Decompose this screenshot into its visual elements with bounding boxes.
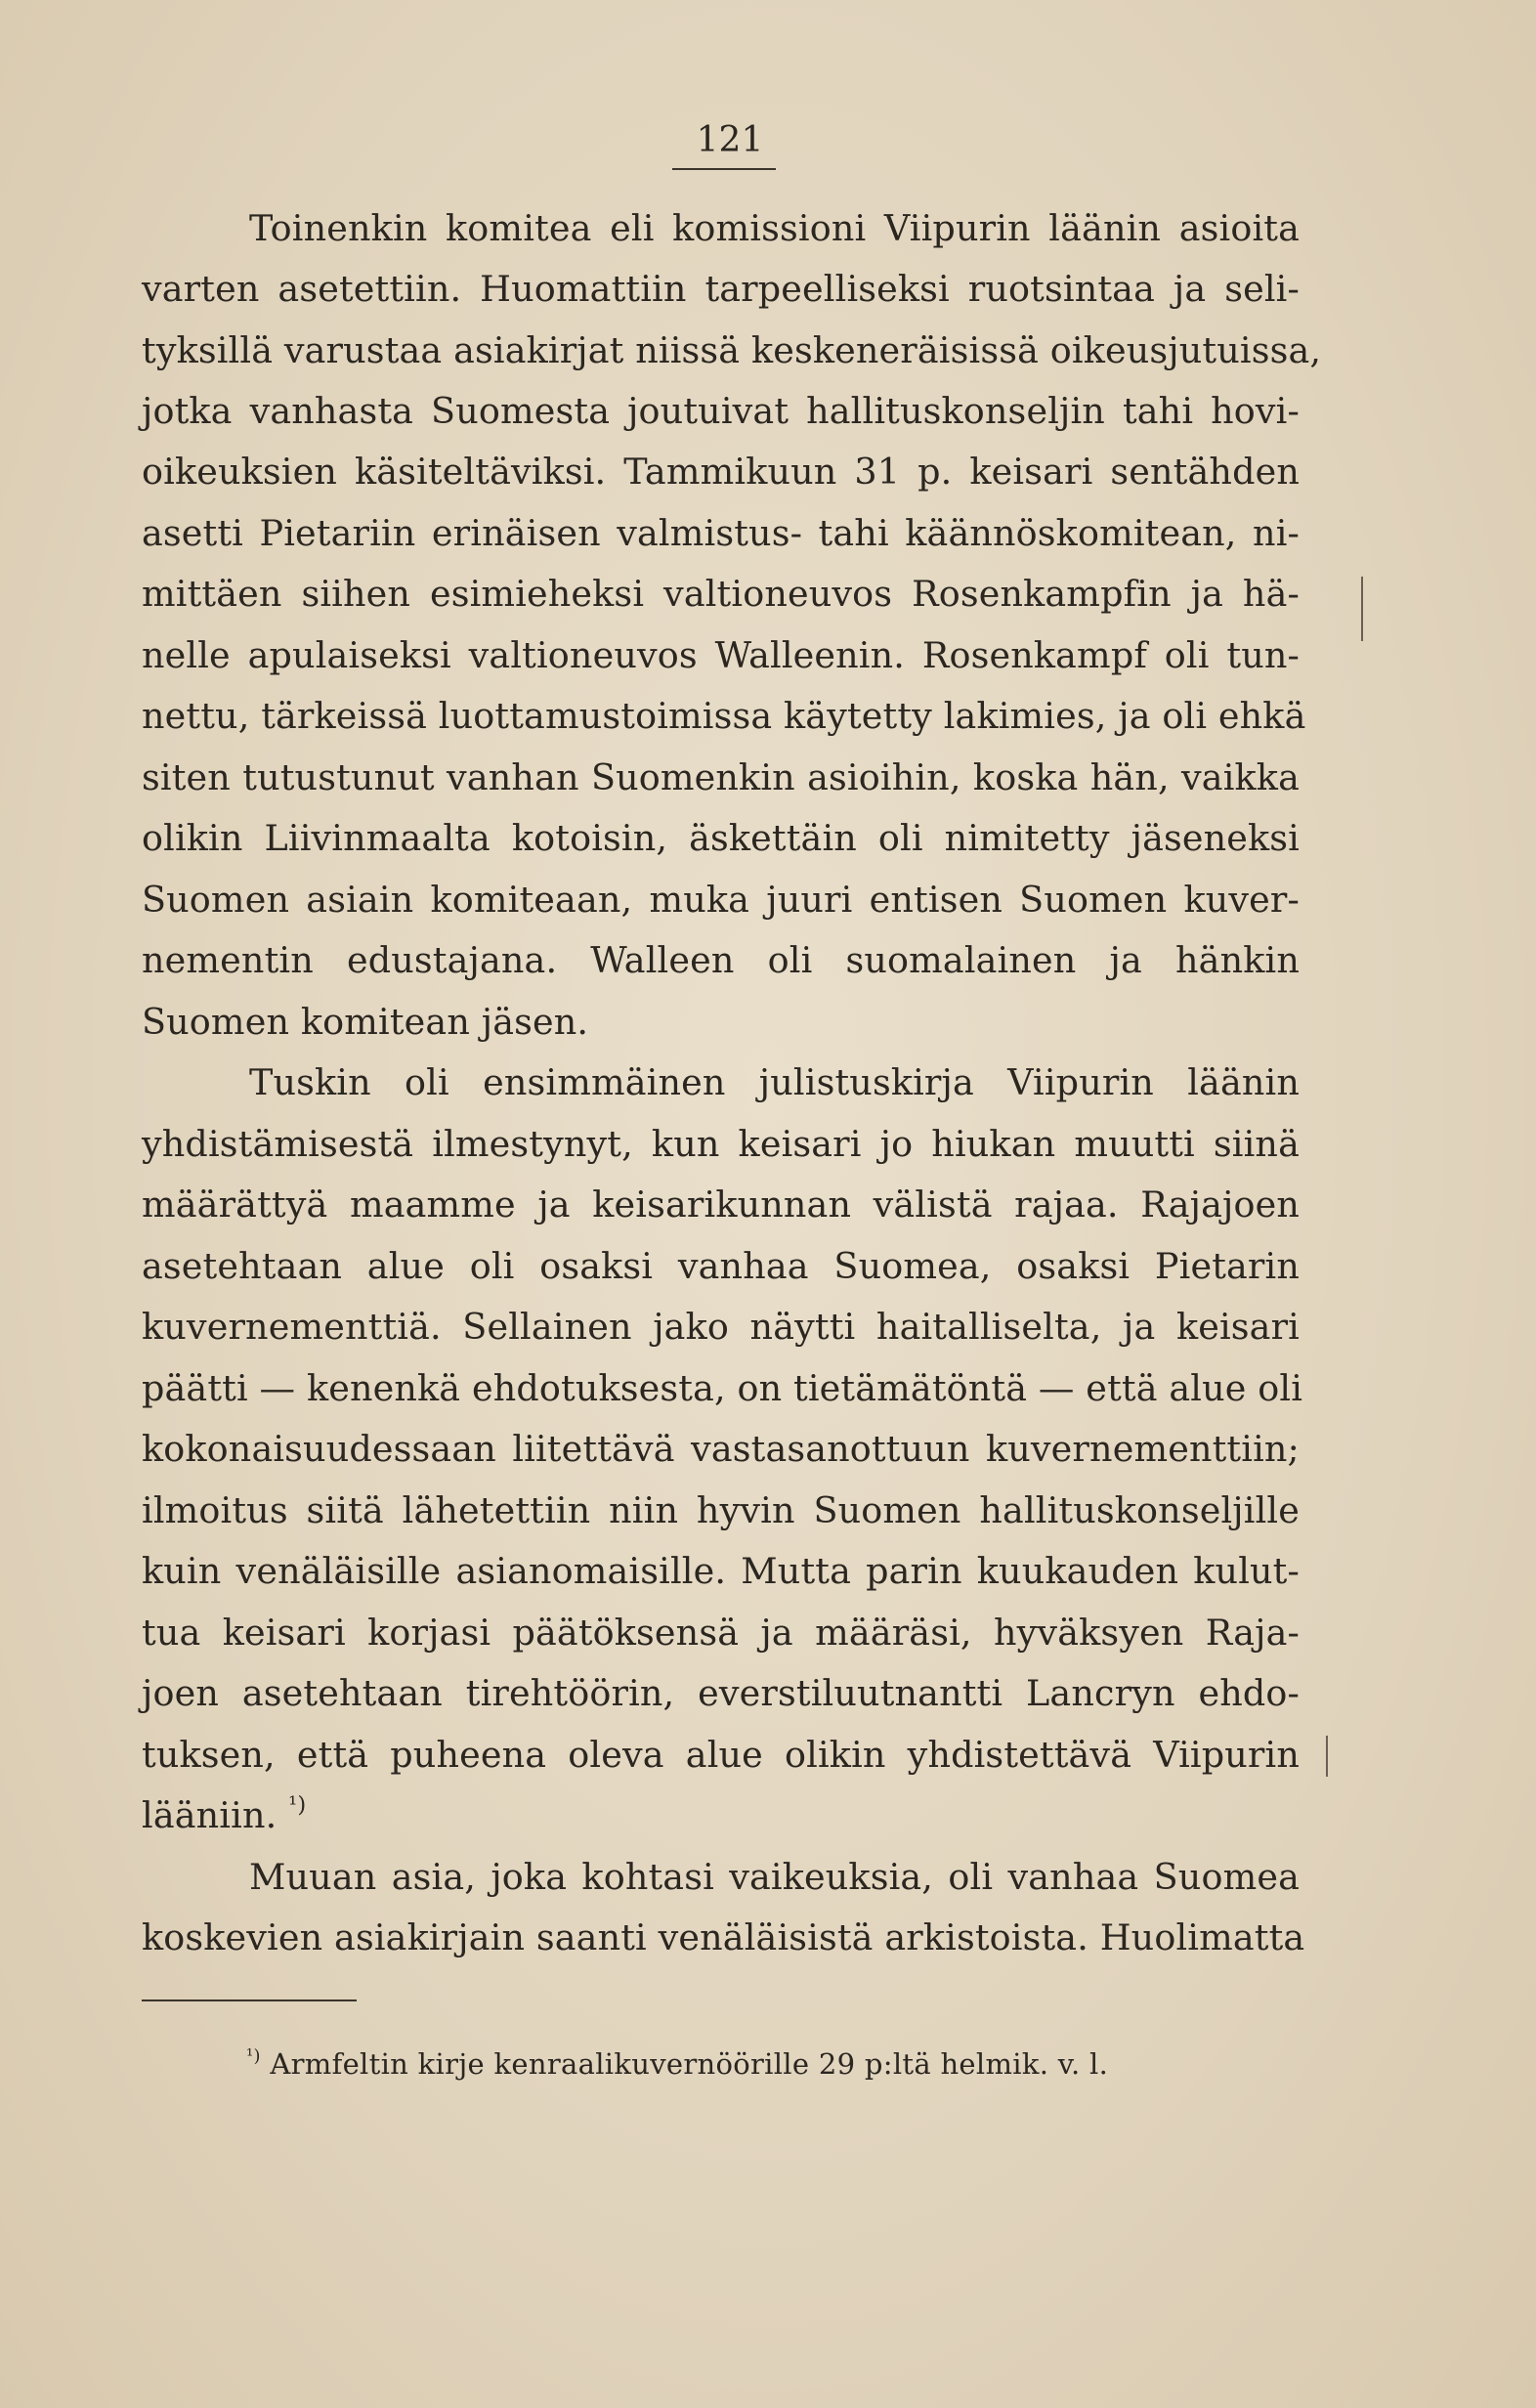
text-line: siten tutustunut vanhan Suomenkin asioihin, koska hän, vaikka xyxy=(142,756,1300,798)
text-line: mittäen siihen esimieheksi valtioneuvos Rosenkampfin ja hä- xyxy=(142,573,1300,615)
text-line: yhdistämisestä ilmestynyt, kun keisari jo hiukan muutti siinä xyxy=(142,1123,1300,1165)
margin-mark xyxy=(1361,577,1363,641)
text-line: asetti Pietariin erinäisen valmistus- tahi käännöskomitean, ni- xyxy=(142,512,1300,554)
footnote xyxy=(246,2044,1108,2084)
text-line: päätti — kenenkä ehdotuksesta, on tietämätöntä — että alue oli xyxy=(142,1367,1303,1409)
page-number-rule xyxy=(672,168,776,170)
text-line: Suomen komitean jäsen. xyxy=(142,1001,589,1043)
footnote-rule xyxy=(142,2000,357,2001)
text-line: Suomen asiain komiteaan, muka juuri entisen Suomen kuver- xyxy=(142,879,1300,921)
text-line: koskevien asiakirjain saanti venäläisistä arkistoista. Huolimatta xyxy=(142,1916,1305,1958)
margin-mark xyxy=(1326,1736,1328,1777)
footnote-reference: ¹) xyxy=(288,1792,307,1819)
text-line: nelle apulaiseksi valtioneuvos Walleenin. Rosenkampf oli tun- xyxy=(142,634,1300,676)
footnote-marker: ¹) xyxy=(246,2045,261,2067)
text-line: Toinenkin komitea eli komissioni Viipurin läänin asioita xyxy=(249,207,1300,249)
text-line: kuin venäläisille asianomaisille. Mutta parin kuukauden kulut- xyxy=(142,1550,1300,1592)
text-line: varten asetettiin. Huomattiin tarpeelliseksi ruotsintaa ja seli- xyxy=(142,268,1300,310)
text-line xyxy=(142,1794,1300,1837)
footnote-text: Armfeltin kirje kenraalikuvernöörille 29 p:ltä helmik. v. l. xyxy=(270,2047,1109,2081)
text-line: asetehtaan alue oli osaksi vanhaa Suomea, osaksi Pietarin xyxy=(142,1245,1300,1287)
text-line: jotka vanhasta Suomesta joutuivat hallituskonseljin tahi hovi- xyxy=(142,390,1300,432)
text-line: joen asetehtaan tirehtöörin, everstiluutnantti Lancryn ehdo- xyxy=(142,1672,1300,1714)
text-line: ilmoitus siitä lähetettiin niin hyvin Suomen hallituskonseljille xyxy=(142,1489,1300,1531)
page-number: 121 xyxy=(696,120,764,160)
text-line: tuksen, että puheena oleva alue olikin yhdistettävä Viipurin xyxy=(142,1734,1300,1776)
text-line: oikeuksien käsiteltäviksi. Tammikuun 31 p. keisari sentähden xyxy=(142,451,1300,493)
text-line: tua keisari korjasi päätöksensä ja määräsi, hyväksyen Raja- xyxy=(142,1612,1300,1654)
text-line: määrättyä maamme ja keisarikunnan välistä rajaa. Rajajoen xyxy=(142,1183,1300,1226)
text-line: kuvernementtiä. Sellainen jako näytti haitalliselta, ja keisari xyxy=(142,1306,1300,1348)
text-line: Muuan asia, joka kohtasi vaikeuksia, oli vanhaa Suomea xyxy=(249,1856,1300,1898)
text-line: kokonaisuudessaan liitettävä vastasanottuun kuvernementtiin; xyxy=(142,1428,1300,1470)
text-line-words: lääniin. xyxy=(142,1794,277,1836)
text-line: Tuskin oli ensimmäinen julistuskirja Viipurin läänin xyxy=(249,1061,1300,1103)
text-line: nementin edustajana. Walleen oli suomalainen ja hänkin xyxy=(142,939,1300,981)
text-line: olikin Liivinmaalta kotoisin, äskettäin oli nimitetty jäseneksi xyxy=(142,817,1300,859)
text-line: tyksillä varustaa asiakirjat niissä keskeneräisissä oikeusjutuissa, xyxy=(142,329,1322,371)
text-line: nettu, tärkeissä luottamustoimissa käytetty lakimies, ja oli ehkä xyxy=(142,695,1306,737)
